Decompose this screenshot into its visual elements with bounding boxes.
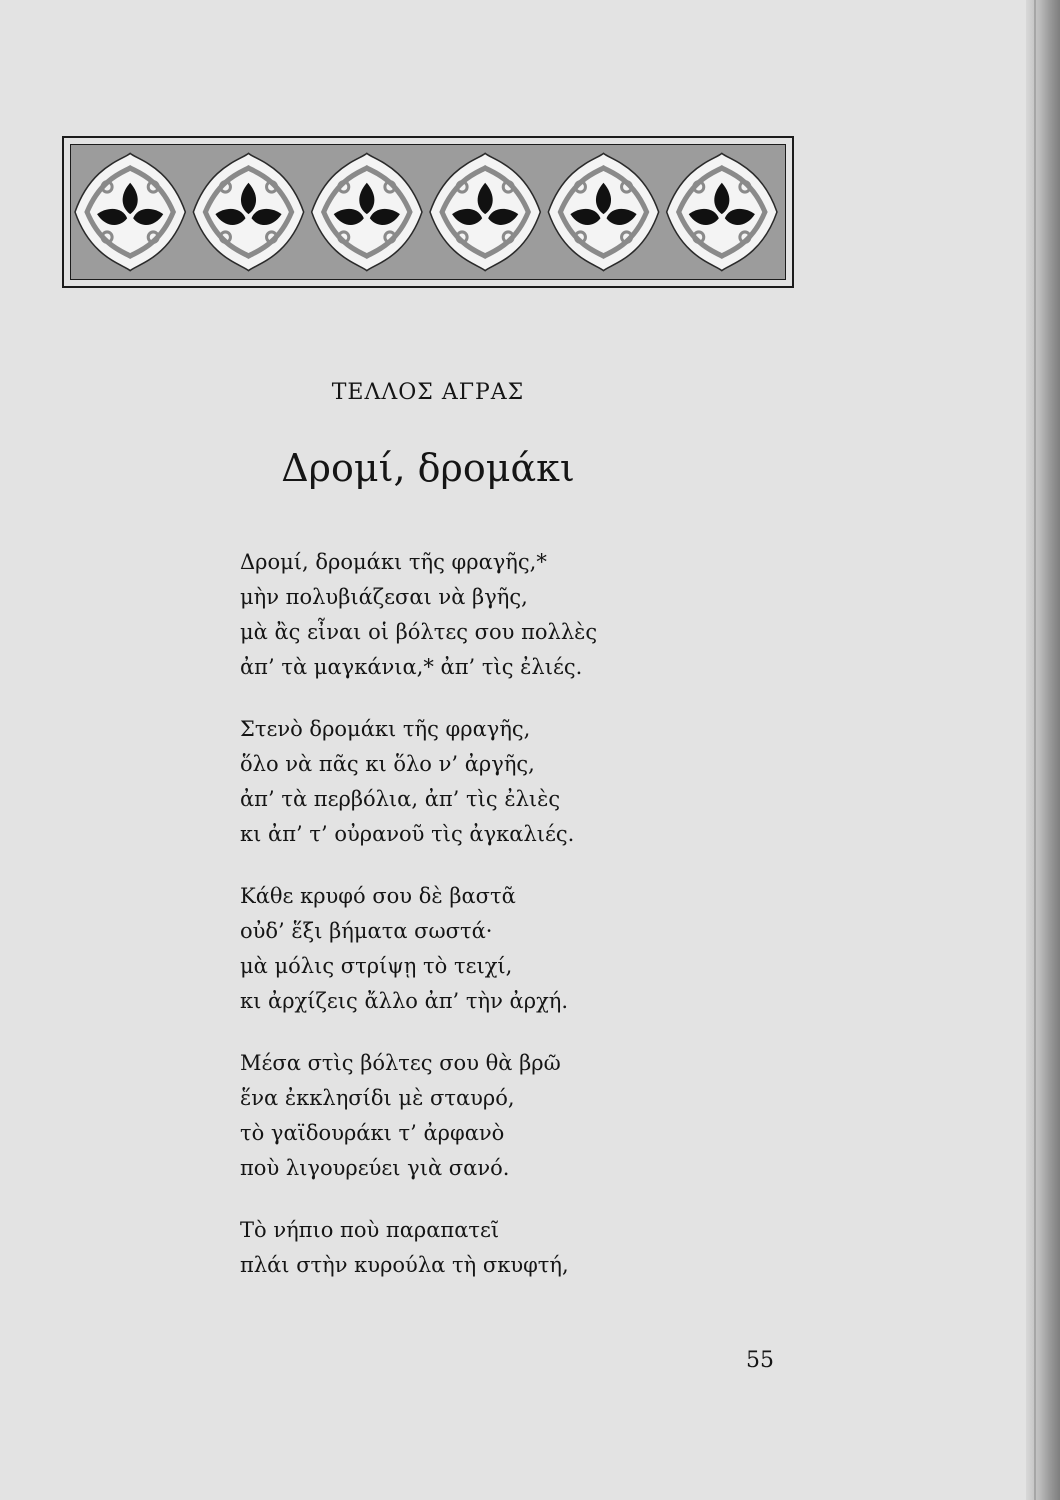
poem-line: τὸ γαϊδουράκι τ’ ἀρφανὸ [240,1121,505,1145]
poem-line: κι ἀπ’ τ’ οὐρανοῦ τὶς ἀγκαλιές. [240,822,575,846]
poem-line: κι ἀρχίζεις ἄλλο ἀπ’ τὴν ἀρχή. [240,989,569,1013]
poem-line: μὰ μόλις στρίψῃ τὸ τειχί, [240,954,513,978]
poem-line: πλάι στὴν κυρούλα τὴ σκυφτή, [240,1253,569,1277]
poem-line: Τὸ νήπιο ποὺ παραπατεῖ [240,1218,500,1242]
ornamental-header-band [62,136,794,288]
poem-title: Δρομί, δρομάκι [281,446,575,490]
stanza-4 [240,1046,820,1186]
poem-line: Στενὸ δρομάκι τῆς φραγῆς, [240,717,531,741]
poem-line: οὐδ’ ἕξι βήματα σωστά· [240,919,493,943]
poem-line: ἀπ’ τὰ μαγκάνια,* ἀπ’ τὶς ἐλιές. [240,655,583,679]
poem-line: ὅλο νὰ πᾶς κι ὅλο ν’ ἀργῆς, [240,752,535,776]
page-number: 55 [746,1348,774,1373]
author-name: ΤΕΛΛΟΣ ΑΓΡΑΣ [331,380,525,405]
poem-line: ἀπ’ τὰ περβόλια, ἀπ’ τὶς ἐλιὲς [240,787,561,811]
poem-line: ἕνα ἐκκλησίδι μὲ σταυρό, [240,1086,515,1110]
poem-body [240,545,820,1310]
stanza-1 [240,545,820,685]
poem-line: μὰ ἂς εἶναι οἱ βόλτες σου πολλὲς [240,620,598,644]
ornament-pattern-icon [71,145,785,279]
page-edge-line [1034,0,1036,1500]
poem-line: Κάθε κρυφό σου δὲ βαστᾶ [240,884,516,908]
stanza-2 [240,712,820,852]
page-edge-shadow [1026,0,1060,1500]
poem-line: ποὺ λιγουρεύει γιὰ σανό. [240,1156,510,1180]
poem-line: μὴν πολυβιάζεσαι νὰ βγῆς, [240,585,528,609]
poem-line: Μέσα στὶς βόλτες σου θὰ βρῶ [240,1051,561,1075]
stanza-5 [240,1213,820,1283]
poem-line: Δρομί, δρομάκι τῆς φραγῆς,* [240,550,547,574]
stanza-3 [240,879,820,1019]
ornament-inner-frame [70,144,786,280]
